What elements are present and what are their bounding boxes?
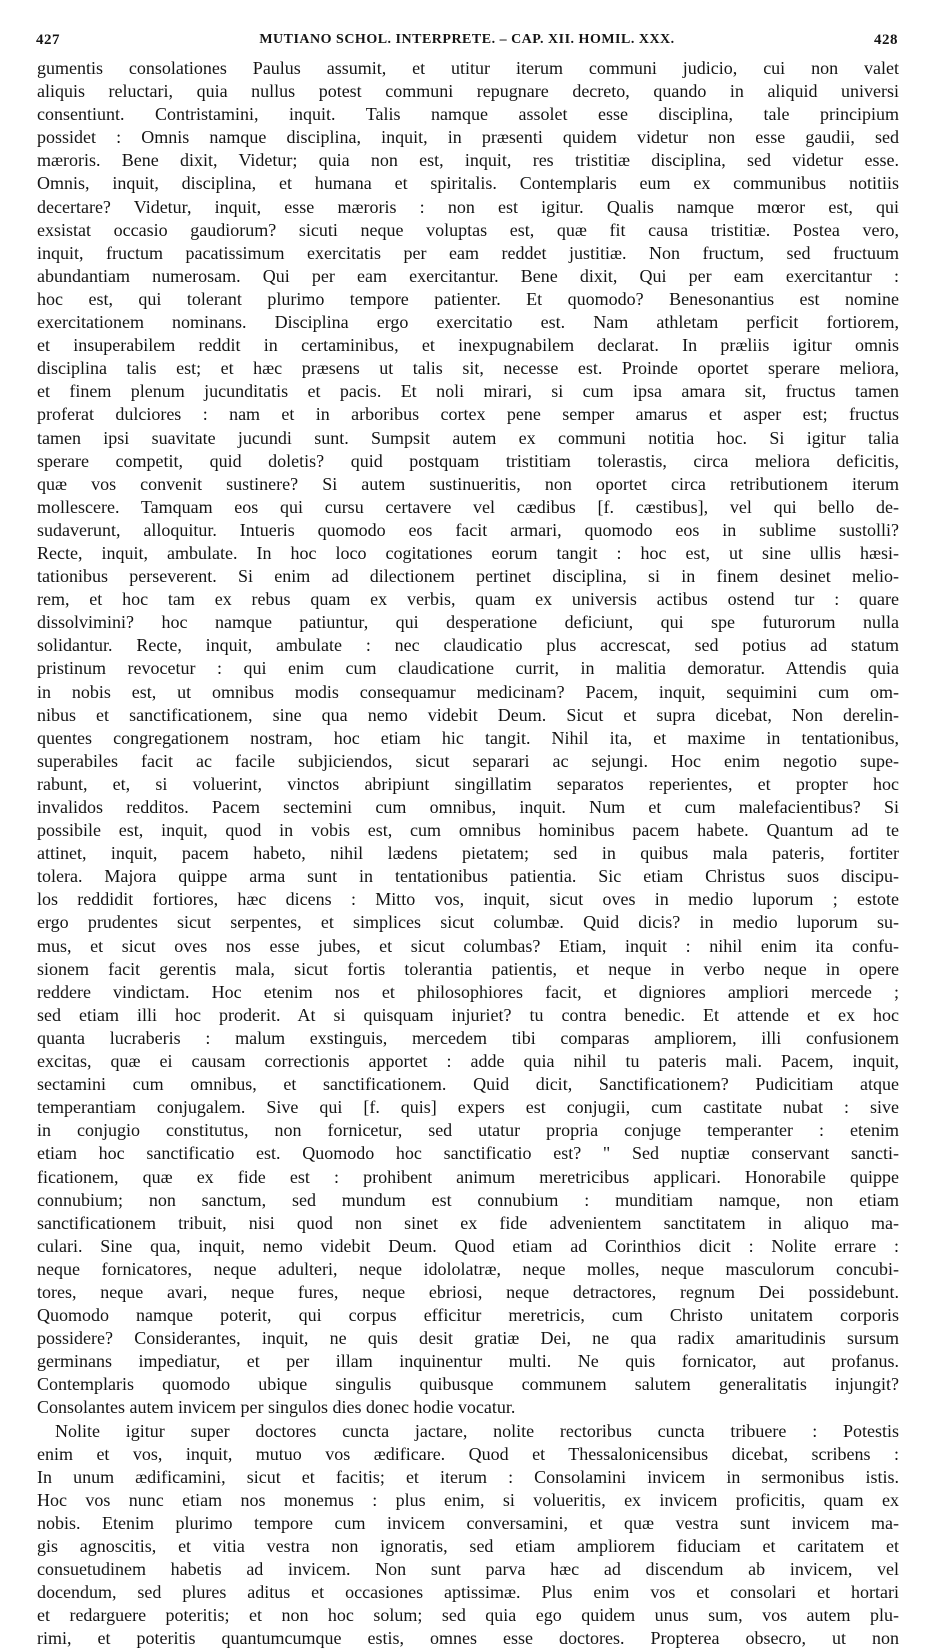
text-line: rem, et hoc tam ex rebus quam ex verbis, quam ex universis actibus ostend tur : quare	[37, 589, 899, 610]
text-line: los reddidit fortiores, hæc dicens : Mitto vos, inquit, sicut oves in medio luporum ; estote	[37, 889, 899, 910]
text-line: disciplina talis est; et hæc præsens ut talis sit, necesse est. Proinde oportet sperare meliora,	[37, 358, 899, 379]
text-line: sanctificationem tribuit, nisi quod non sinet ex fide advenientem sanctitatem in aliquo ma-	[37, 1212, 899, 1233]
text-line: exercitationem nominans. Disciplina ergo exercitatio est. Nam athletam perficit fortiorem,	[37, 312, 899, 333]
text-line: Hoc vos nunc etiam nos monemus : plus enim, si volueritis, ex invicem proficitis, quam ex	[37, 1489, 899, 1510]
text-line: quentes congregationem nostram, hoc etiam hic tangit. Nihil ita, et maxime in tentationibus,	[37, 727, 899, 748]
running-title: MUTIANO SCHOL. INTERPRETE. – CAP. XII. HOMIL. XXX.	[259, 32, 675, 47]
text-line: sed etiam illi hoc proderit. At si quisquam injuriet? tu contra benedic. Et attende et ex hoc	[37, 1004, 899, 1025]
text-line: possibile est, inquit, quod in vobis est, cum omnibus hominibus pacem habete. Quantum ad te	[37, 820, 899, 841]
text-line: neque fornicatores, neque adulteri, neque idololatræ, neque molles, neque masculorum concubi-	[37, 1258, 899, 1279]
text-line: consuetudinem habetis ad invicem. Non sunt parva hæc ad discendum ab invicem, vel	[37, 1559, 899, 1580]
text-line: proferat dulciores : nam et in arboribus cortex pene semper amarus et asper est; fructus	[37, 404, 899, 425]
text-line: quæ vos convenit sustinere? Si autem sustinueritis, non oportet circa retributionem iterum	[37, 473, 899, 494]
text-line: Omnis, inquit, disciplina, et humana et spiritalis. Contemplaris eum ex communibus notitiis	[37, 173, 899, 194]
text-line: solidantur. Recte, inquit, ambulate : nec claudicatio plus accrescat, sed potius ad statum	[37, 635, 899, 656]
text-line: consentiunt. Contristamini, inquit. Talis namque assolet esse disciplina, tale principium	[37, 104, 899, 125]
running-header	[36, 32, 898, 54]
text-line: tationibus perseverent. Si enim ad dilectionem pertinet disciplina, si in finem desinet melio-	[37, 566, 899, 587]
text-line: sectamini cum omnibus, et sanctificationem. Quid dicit, Sanctificationem? Pudicitiam atque	[37, 1074, 899, 1095]
text-line: Contemplaris quomodo ubique singulis quibusque communem salutem generalitatis injungit?	[37, 1374, 899, 1395]
text-line: sionem facit gerentis mala, sicut fortis tolerantia patientis, et neque in verbo neque in opere	[37, 958, 899, 979]
text-line: mollescere. Tamquam eos qui cursu certavere vel cædibus [f. cæstibus], vel qui bello de-	[37, 496, 899, 517]
text-line: attinet, inquit, pacem habeto, nihil lædens pietatem; sed in quibus mala pateris, fortiter	[37, 843, 899, 864]
text-line: etiam hoc sanctificatio est. Quomodo hoc sanctificatio est? " Sed nuptiæ conservant sancti-	[37, 1143, 899, 1164]
text-line: et finem plenum jucunditatis et pacis. Et noli mirari, si cum ipsa amara sit, fructus tamen	[37, 381, 899, 402]
text-line: Recte, inquit, ambulate. In hoc loco cogitationes eorum tangit : hoc est, ut sine ullis hæsi-	[37, 542, 899, 563]
text-line: mus, et sicut oves nos esse jubes, et sicut columbas? Etiam, inquit : nihil enim ita confu-	[37, 935, 899, 956]
body-text	[37, 57, 899, 1650]
text-line: rimi, et poteritis quantumcumque estis, omnes esse doctores. Propterea obsecro, ut non	[37, 1628, 899, 1649]
text-line: dissolvimini? hoc namque patiuntur, qui desperatione deficiunt, qui spe futurorum nulla	[37, 612, 899, 633]
text-line: reddere vindictam. Hoc etenim nos et philosophiores facit, et digniores ampliori mercede ;	[37, 981, 899, 1002]
text-line: ergo prudentes sicut serpentes, et simplices sicut columbæ. Quid dicis? in medio luporum su-	[37, 912, 899, 933]
text-line: In unum ædificamini, sicut et facitis; et iterum : Consolamini invicem in sermonibus istis.	[37, 1466, 899, 1487]
text-line: connubium; non sanctum, sed mundum est connubium : munditiam namque, non etiam	[37, 1189, 899, 1210]
text-line: inquit, fructum pacatissimum exercitatis per eam reddet justitiæ. Non fructum, sed fructuum	[37, 242, 899, 263]
text-line: excitas, quæ ei causam correctionis apportet : adde quia nihil tu pateris mali. Pacem, inquit,	[37, 1051, 899, 1072]
text-line: hoc est, qui tolerant plurimo tempore patienter. Et quomodo? Benesonantius est nomine	[37, 288, 899, 309]
text-line: possidere? Considerantes, inquit, ne quis desit gratiæ Dei, ne qua radix amaritudinis sursum	[37, 1328, 899, 1349]
text-line: superabiles facit ac facile subjiciendos, sicut separari ac sejungi. Hoc enim negotio supe-	[37, 750, 899, 771]
text-line: tores, neque avari, neque fures, neque ebriosi, neque detractores, regnum Dei possidebunt.	[37, 1281, 899, 1302]
text-line: ficationem, quæ ex fide est : prohibent animum meretricibus applicari. Honorabile quippe	[37, 1166, 899, 1187]
text-line: nibus et sanctificationem, sine qua nemo videbit Deum. Sicut et supra dicebat, Non derelin-	[37, 704, 899, 725]
text-line: enim et vos, inquit, mutuo vos ædificare. Quod et Thessalonicensibus dicebat, scribens :	[37, 1443, 899, 1464]
text-line: decertare? Videtur, inquit, esse mæroris : non est igitur. Qualis namque mœror est, qui	[37, 196, 899, 217]
text-line: sudaverunt, alloquitur. Intueris quomodo eos facit armari, quomodo eos in sublime sustolli?	[37, 519, 899, 540]
text-line: gumentis consolationes Paulus assumit, et utitur iterum communi judicio, cui non valet	[37, 58, 899, 78]
text-line: mæroris. Bene dixit, Videtur; quia non est, inquit, res tristitiæ disciplina, sed videtur esse.	[37, 150, 899, 171]
text-line: docendum, sed plures aditus et occasiones aptissimæ. Plus enim vos et consolari et hortari	[37, 1582, 899, 1603]
text-line: exsistat occasio gaudiorum? sicuti neque voluptas est, quæ fit causa tristitiæ. Postea vero,	[37, 219, 899, 240]
text-line: quanta lucraberis : malum exstinguis, mercedem tibi comparas ampliorem, illi confusionem	[37, 1027, 899, 1048]
page-number-right: 428	[874, 32, 898, 48]
text-line: culari. Sine qua, inquit, nemo videbit Deum. Quod etiam ad Corinthios dicit : Nolite errare :	[37, 1235, 899, 1256]
text-line: invalidos redditos. Pacem sectemini cum omnibus, inquit. Num et cum malefacientibus? Si	[37, 797, 899, 817]
text-line: sperare competit, quid doletis? quid postquam tristitiam tolerastis, circa meliora deficitis,	[37, 450, 899, 471]
text-line: gis agnoscitis, et vitia vestra non ignoratis, sed etiam ampliorem fiduciam et caritatem et	[37, 1536, 899, 1556]
text-line: abundantiam numerosam. Qui per eam exercitantur. Bene dixit, Qui per eam exercitantur :	[37, 265, 899, 286]
text-line: temperantiam conjugalem. Sive qui [f. quis] expers est conjugii, cum castitate nubat : sive	[37, 1097, 899, 1118]
text-line: tamen ipsi suavitate jucundi sunt. Sumpsit autem ex communi notitia hoc. Si igitur talia	[37, 427, 899, 448]
text-line: aliquis reluctari, quia nullus potest communi repugnare decreto, quando in aliquid universi	[37, 81, 899, 102]
text-line: Consolantes autem invicem per singulos dies donec hodie vocatur.	[37, 1397, 516, 1418]
text-line: et redarguere poteritis; et non hoc solum; sed quia ego quidem unus sum, vos autem plu-	[37, 1605, 899, 1626]
text-line: et insuperabilem reddit in certaminibus, et inexpugnabilem declarat. In præliis igitur omnis	[37, 335, 899, 356]
text-line: possidet : Omnis namque disciplina, inquit, in præsenti quidem videtur non esse gaudii, sed	[37, 127, 899, 148]
text-line: tolera. Majora quippe arma sunt in tentationibus patientia. Sic etiam Christus suos discipu-	[37, 866, 899, 887]
text-line: germinans impediatur, et per illam inquinentur multi. Ne quis fornicator, aut profanus.	[37, 1351, 899, 1372]
page-number-left: 427	[36, 32, 60, 48]
text-line: in nobis est, ut omnibus modis consequamur medicinam? Pacem, inquit, sequimini cum om-	[37, 681, 899, 702]
text-line: in conjugio constitutus, non fornicetur, sed utatur propria conjuge temperanter : etenim	[37, 1120, 899, 1141]
text-line: pristinum revocetur : qui enim cum claudicatione currit, in malitia demoratur. Attendis quia	[37, 658, 899, 679]
text-line: Quomodo namque poterit, qui corpus efficitur meretricis, cum Christo unitatem corporis	[37, 1305, 899, 1326]
text-line: Nolite igitur super doctores cuncta jactare, nolite rectoribus cuncta tribuere : Potestis	[55, 1420, 899, 1441]
text-line: rabunt, et, si voluerint, vinctos abripiunt singillatim separatos reperientes, et propter hoc	[37, 773, 899, 794]
text-line: nobis. Etenim plurimo tempore cum invicem conversamini, et quæ vestra sunt invicem ma-	[37, 1512, 899, 1533]
